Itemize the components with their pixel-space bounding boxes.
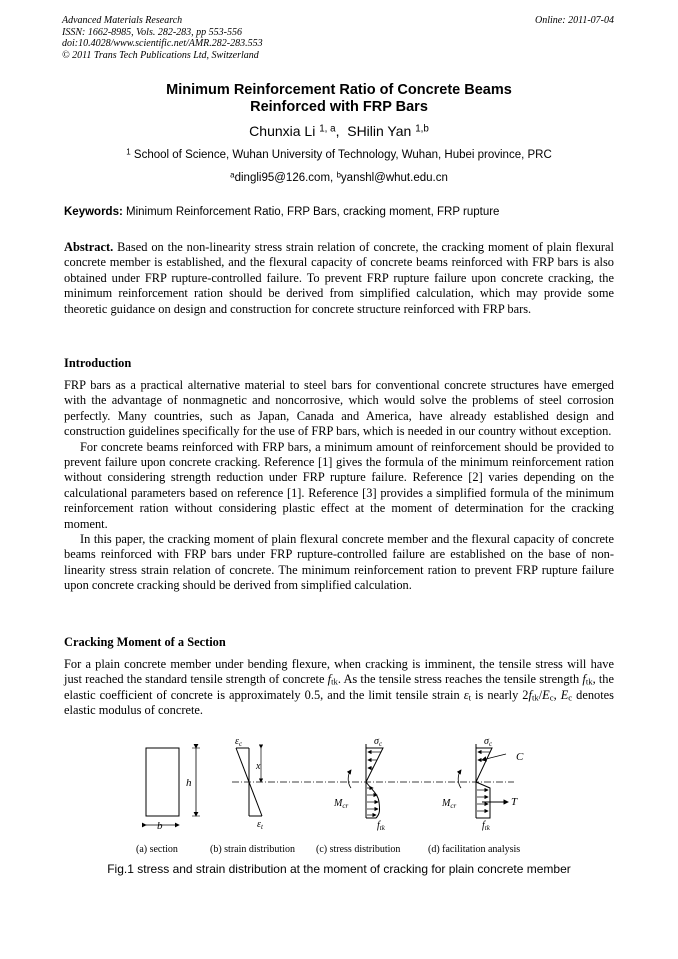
author-list	[64, 123, 614, 139]
subscript-tk: tk	[331, 677, 338, 688]
affiliation-number: 1	[126, 147, 131, 157]
journal-header	[62, 15, 263, 61]
keywords	[64, 206, 614, 218]
author-2-affil: 1,b	[415, 123, 429, 135]
email-a[interactable]: dingli95@126.com	[234, 172, 331, 184]
label-eps-c: $\varepsilon_c$	[235, 736, 243, 748]
email-line	[64, 172, 614, 184]
email-b-marker: b	[336, 170, 341, 180]
section-rectangle	[146, 748, 179, 816]
journal-name: Advanced Materials Research	[62, 15, 183, 26]
label-x: x	[256, 761, 261, 772]
author-1-affil: 1, a	[319, 123, 336, 135]
label-h: h	[186, 777, 192, 789]
symbol-E: E	[560, 687, 569, 702]
subscript-c: c	[568, 692, 573, 703]
keywords-label: Keywords:	[64, 206, 123, 218]
moment-arrow-d	[458, 770, 461, 788]
cracking-text-1: For a plain concrete member under bending flexure, when cracking is imminent, the tensile stress will have just reached the standard tensile strength of concrete	[64, 657, 614, 687]
abstract-text: Based on the non-linearity stress strain relation of concrete, the cracking moment of plain flexural concrete member is established, and the flexural capacity of concrete beams reinforced with FRP bars is also obtained under FRP rupture-controlled failure. To prevent FRP rupture failure upon concrete cracking, the minimum reinforcement ration should be derived from simplified calculation, which may provide some theoretic guidance on design and construction for concrete structure reinforced with FRP bars.	[64, 240, 614, 316]
subscript-c: c	[549, 692, 554, 703]
intro-paragraph-1: FRP bars as a practical alternative material to steel bars for conventional concrete structures have emerged with the advantage of nonmagnetic and noncorrosive, which would solve the problems of steel corrosion perfectly. Many countries, such as Japan, Canada and America, have already established design and construction guidelines specifically for the use of FRP bars, which is needed in our country without exception.	[64, 378, 614, 439]
email-a-marker: a	[230, 170, 235, 180]
label-mcr-d: $M_{cr}$	[442, 798, 457, 810]
introduction-body	[64, 378, 614, 594]
label-C: C	[516, 751, 524, 763]
intro-paragraph-2: For concrete beams reinforced with FRP bars, a minimum amount of reinforcement should be provided to prevent failure upon concrete cracking. Reference [1] gives the formula of the minimum reinforcement ration without considering strength reduction under FRP rupture failure. Reference [2] varies depending on the calculational parameters based on reference [1]. Reference [3] provides a simplified formula of the minimum reinforcement ration without considering plastic effect at the moment of determination for the cracking moment.	[64, 439, 614, 531]
strain-diagram	[235, 736, 264, 831]
subscript-tk: tk	[531, 692, 539, 703]
author-1-name: Chunxia Li	[249, 123, 316, 139]
label-sigma-c-d: $\sigma_c$	[484, 736, 493, 748]
introduction-heading: Introduction	[64, 356, 132, 370]
cracking-text-4: is nearly 2	[471, 687, 529, 702]
label-mcr: $M_{cr}$	[334, 798, 349, 810]
abstract-label: Abstract.	[64, 240, 114, 254]
resultant-c-arrow	[482, 754, 506, 760]
author-separator: ,	[335, 123, 340, 139]
section-diagram	[146, 748, 200, 832]
issn-line: ISSN: 1662-8985, Vols. 282-283, pp 553-556	[62, 26, 242, 38]
cracking-body	[64, 657, 614, 719]
force-compression-profile	[476, 748, 492, 782]
label-b: b	[157, 820, 163, 832]
cracking-text-3: , the elastic coefficient of concrete is approximately 0.5, and the limit tensile strain	[64, 672, 614, 702]
intro-paragraph-3: In this paper, the cracking moment of plain flexural concrete member and the flexural capacity of concrete beams reinforced with FRP bars under FRP rupture-controlled failure are established on the base of non-linearity stress strain relation of concrete. The minimum reinforcement ration to prevent FRP rupture failure upon concrete cracking should be derived from simplified calculation.	[64, 532, 614, 593]
subscript-t: t	[468, 692, 471, 703]
figure-1-caption: Fig.1 stress and strain distribution at the moment of cracking for plain concrete member	[107, 862, 571, 876]
slash: /	[538, 687, 543, 702]
affiliation-text: School of Science, Wuhan University of Technology, Wuhan, Hubei province, PRC	[133, 149, 552, 161]
email-b[interactable]: yanshl@whut.edu.cn	[340, 172, 448, 184]
moment-arrow	[348, 770, 351, 788]
symbol-f: f	[528, 687, 532, 702]
abstract	[64, 240, 614, 317]
cracking-heading: Cracking Moment of a Section	[64, 635, 226, 649]
online-date: Online: 2011-07-04	[535, 15, 614, 26]
tension-profile	[366, 782, 380, 818]
symbol-E: E	[542, 687, 550, 702]
symbol-f: f	[582, 672, 586, 687]
cracking-text-2: . As the tensile stress reaches the tensile strength	[337, 672, 583, 687]
affiliation	[64, 149, 614, 161]
copyright-line: © 2011 Trans Tech Publications Ltd, Switzerland	[62, 49, 259, 61]
figure-1-diagram	[64, 730, 614, 880]
symbol-f: f	[327, 672, 332, 687]
compression-profile	[366, 748, 383, 782]
doi-line: doi:10.4028/www.scientific.net/AMR.282-283.553	[62, 38, 263, 49]
email-separator: ,	[330, 172, 337, 184]
subcaption-b: (b) strain distribution	[210, 844, 295, 855]
label-ftk-d: $f_{tk}$	[482, 820, 490, 832]
force-tension-profile	[476, 782, 490, 818]
comma: ,	[553, 687, 561, 702]
cracking-paragraph	[64, 657, 614, 719]
label-T: T	[511, 796, 518, 808]
subcaption-a: (a) section	[136, 844, 178, 855]
paper-title	[64, 82, 614, 116]
cracking-text-5: denotes elastic modulus of concrete.	[64, 687, 614, 718]
subcaption-d: (d) facilitation analysis	[428, 844, 521, 855]
subcaption-c: (c) stress distribution	[316, 844, 401, 855]
title-line-2: Reinforced with FRP Bars	[250, 99, 428, 115]
title-line-1: Minimum Reinforcement Ratio of Concrete Beams	[166, 82, 512, 98]
keywords-text: Minimum Reinforcement Ratio, FRP Bars, cracking moment, FRP rupture	[126, 206, 500, 218]
symbol-epsilon: ε	[463, 687, 469, 702]
subscript-tk: tk	[585, 677, 593, 688]
stress-diagram	[333, 736, 386, 832]
author-2-name: SHilin Yan	[347, 123, 412, 139]
label-ftk: $f_{tk}$	[377, 820, 385, 832]
force-diagram	[441, 736, 524, 832]
label-sigma-c: $\sigma_c$	[374, 736, 383, 748]
label-eps-t: $\varepsilon_t$	[257, 819, 263, 831]
